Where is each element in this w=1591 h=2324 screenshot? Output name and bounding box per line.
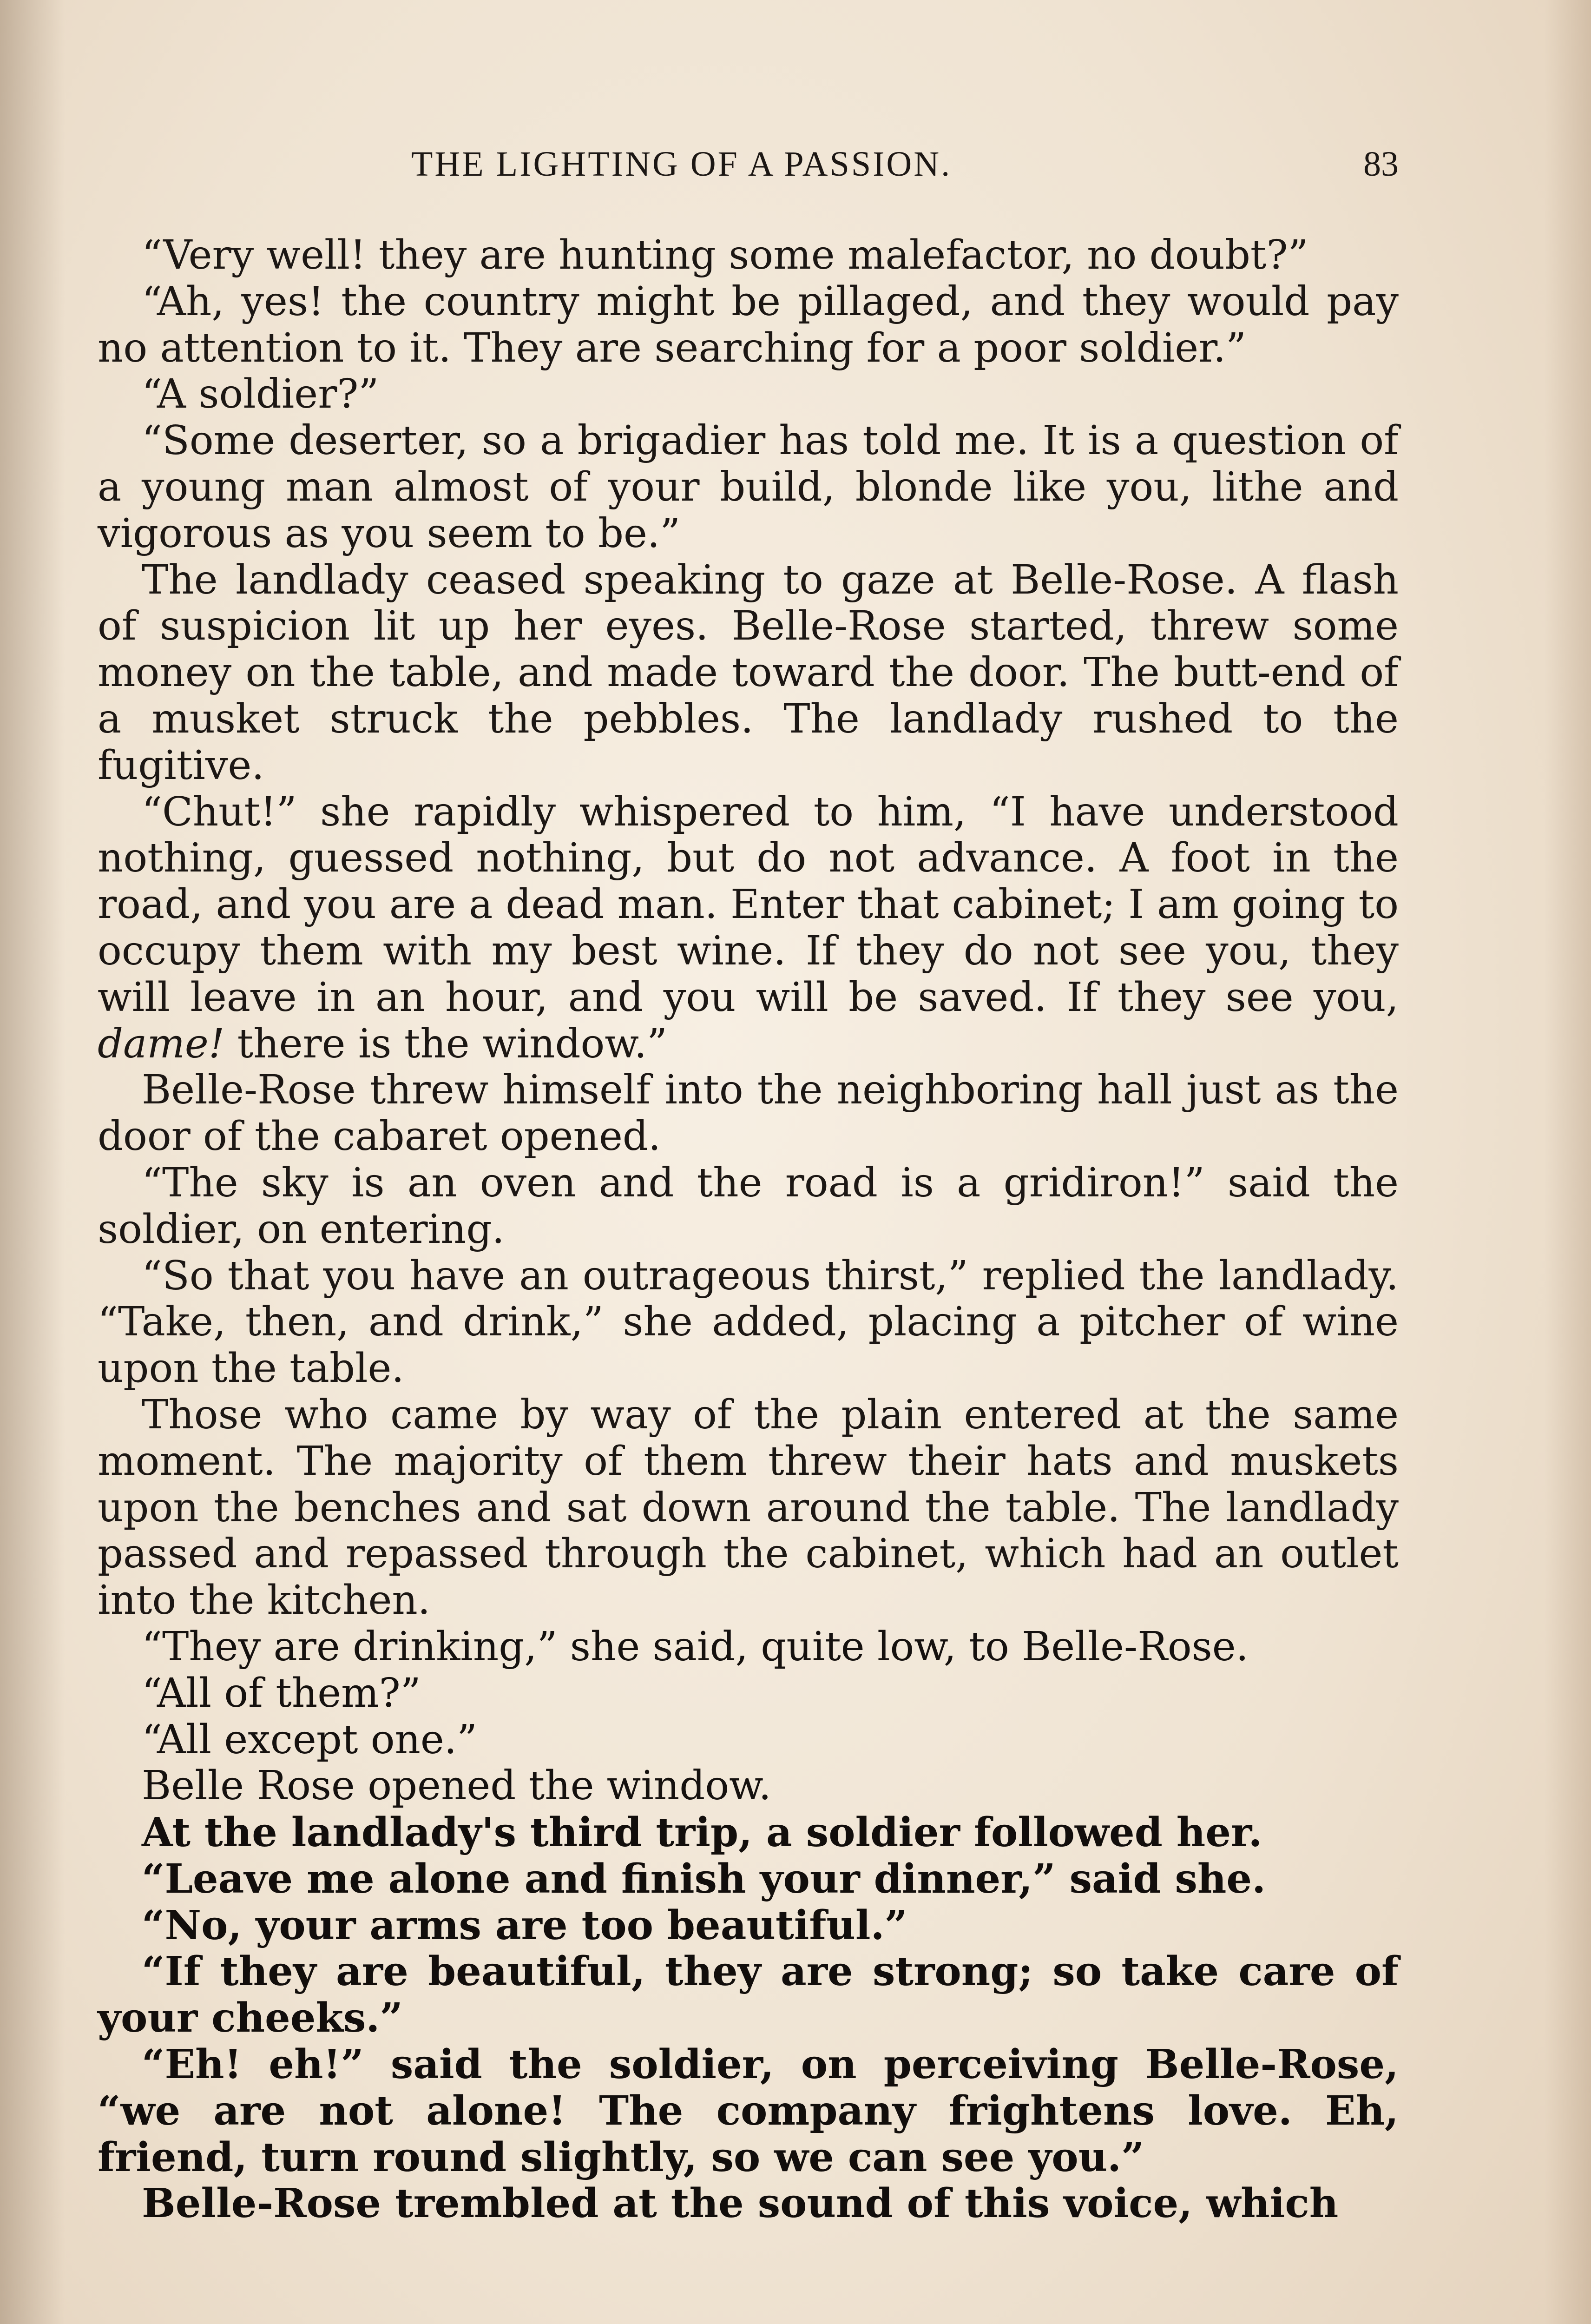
emphasis-text: dame! xyxy=(98,1020,225,1067)
paragraph: Belle Rose opened the window. xyxy=(142,1763,771,1809)
page-edge-shadow-right xyxy=(1545,0,1591,2324)
paragraph: “The sky is an oven and the road is a gridiron!” said the soldier, on entering. xyxy=(98,1159,1399,1253)
body-text xyxy=(98,232,1399,2227)
paragraph: At the landlady's third trip, a soldier followed her. xyxy=(142,1809,1262,1856)
page-edge-shadow-left xyxy=(0,0,65,2324)
paragraph: “All except one.” xyxy=(142,1716,478,1763)
paragraph: The landlady ceased speaking to gaze at Belle-Rose. A flash of suspicion lit up her eyes. Belle-Rose started, threw some money on the table, and made toward the door. The butt-end of a musket struck the pebbles. The landlady rushed to the fugitive. xyxy=(98,556,1399,789)
paragraph: Belle-Rose threw himself into the neighboring hall just as the door of the cabaret opened. xyxy=(98,1067,1399,1160)
paragraph: “Eh! eh!” said the soldier, on perceiving Belle-Rose, “we are not alone! The company frightens love. Eh, friend, turn round slightly, so we can see you.” xyxy=(98,2041,1399,2181)
page-header xyxy=(98,144,1399,195)
paragraph: “Ah, yes! the country might be pillaged, and they would pay no attention to it. They are searching for a poor soldier.” xyxy=(98,278,1399,371)
page-number: 83 xyxy=(1363,145,1399,184)
paragraph xyxy=(98,789,1399,1068)
paragraph: “Some deserter, so a brigadier has told me. It is a question of a young man almost of your build, blonde like you, lithe and vigorous as you seem to be.” xyxy=(98,417,1399,557)
paragraph: “All of them?” xyxy=(142,1670,421,1717)
paragraph: Those who came by way of the plain entered at the same moment. The majority of them threw their hats and muskets upon the benches and sat down around the table. The landlady passed and repassed through the cabinet, which had an outlet into the kitchen. xyxy=(98,1391,1399,1624)
paragraph: “They are drinking,” she said, quite low, to Belle-Rose. xyxy=(142,1623,1249,1670)
paragraph: “A soldier?” xyxy=(142,371,379,418)
paragraph: “Leave me alone and finish your dinner,” said she. xyxy=(142,1855,1266,1902)
paragraph-text: there is the window.” xyxy=(224,1020,668,1067)
paragraph: “Very well! they are hunting some malefactor, no doubt?” xyxy=(142,232,1308,278)
paragraph: Belle-Rose trembled at the sound of this voice, which xyxy=(142,2180,1339,2227)
paragraph: “If they are beautiful, they are strong; so take care of your cheeks.” xyxy=(98,1948,1399,2042)
paragraph-text: “Chut!” she rapidly whispered to him, “I have understood nothing, guessed nothing, but do not advance. A foot in the road, and you are a dead man. Enter that cabinet; I am going to occupy them with my best wine. If they do not see you, they will leave in an hour, and you will be saved. If they see you, xyxy=(98,788,1399,1021)
running-head: THE LIGHTING OF A PASSION. xyxy=(411,145,952,184)
paragraph: “So that you have an outrageous thirst,” replied the landlady. “Take, then, and drink,” she added, placing a pitcher of wine upon the table. xyxy=(98,1252,1399,1392)
paragraph: “No, your arms are too beautiful.” xyxy=(142,1901,907,1949)
